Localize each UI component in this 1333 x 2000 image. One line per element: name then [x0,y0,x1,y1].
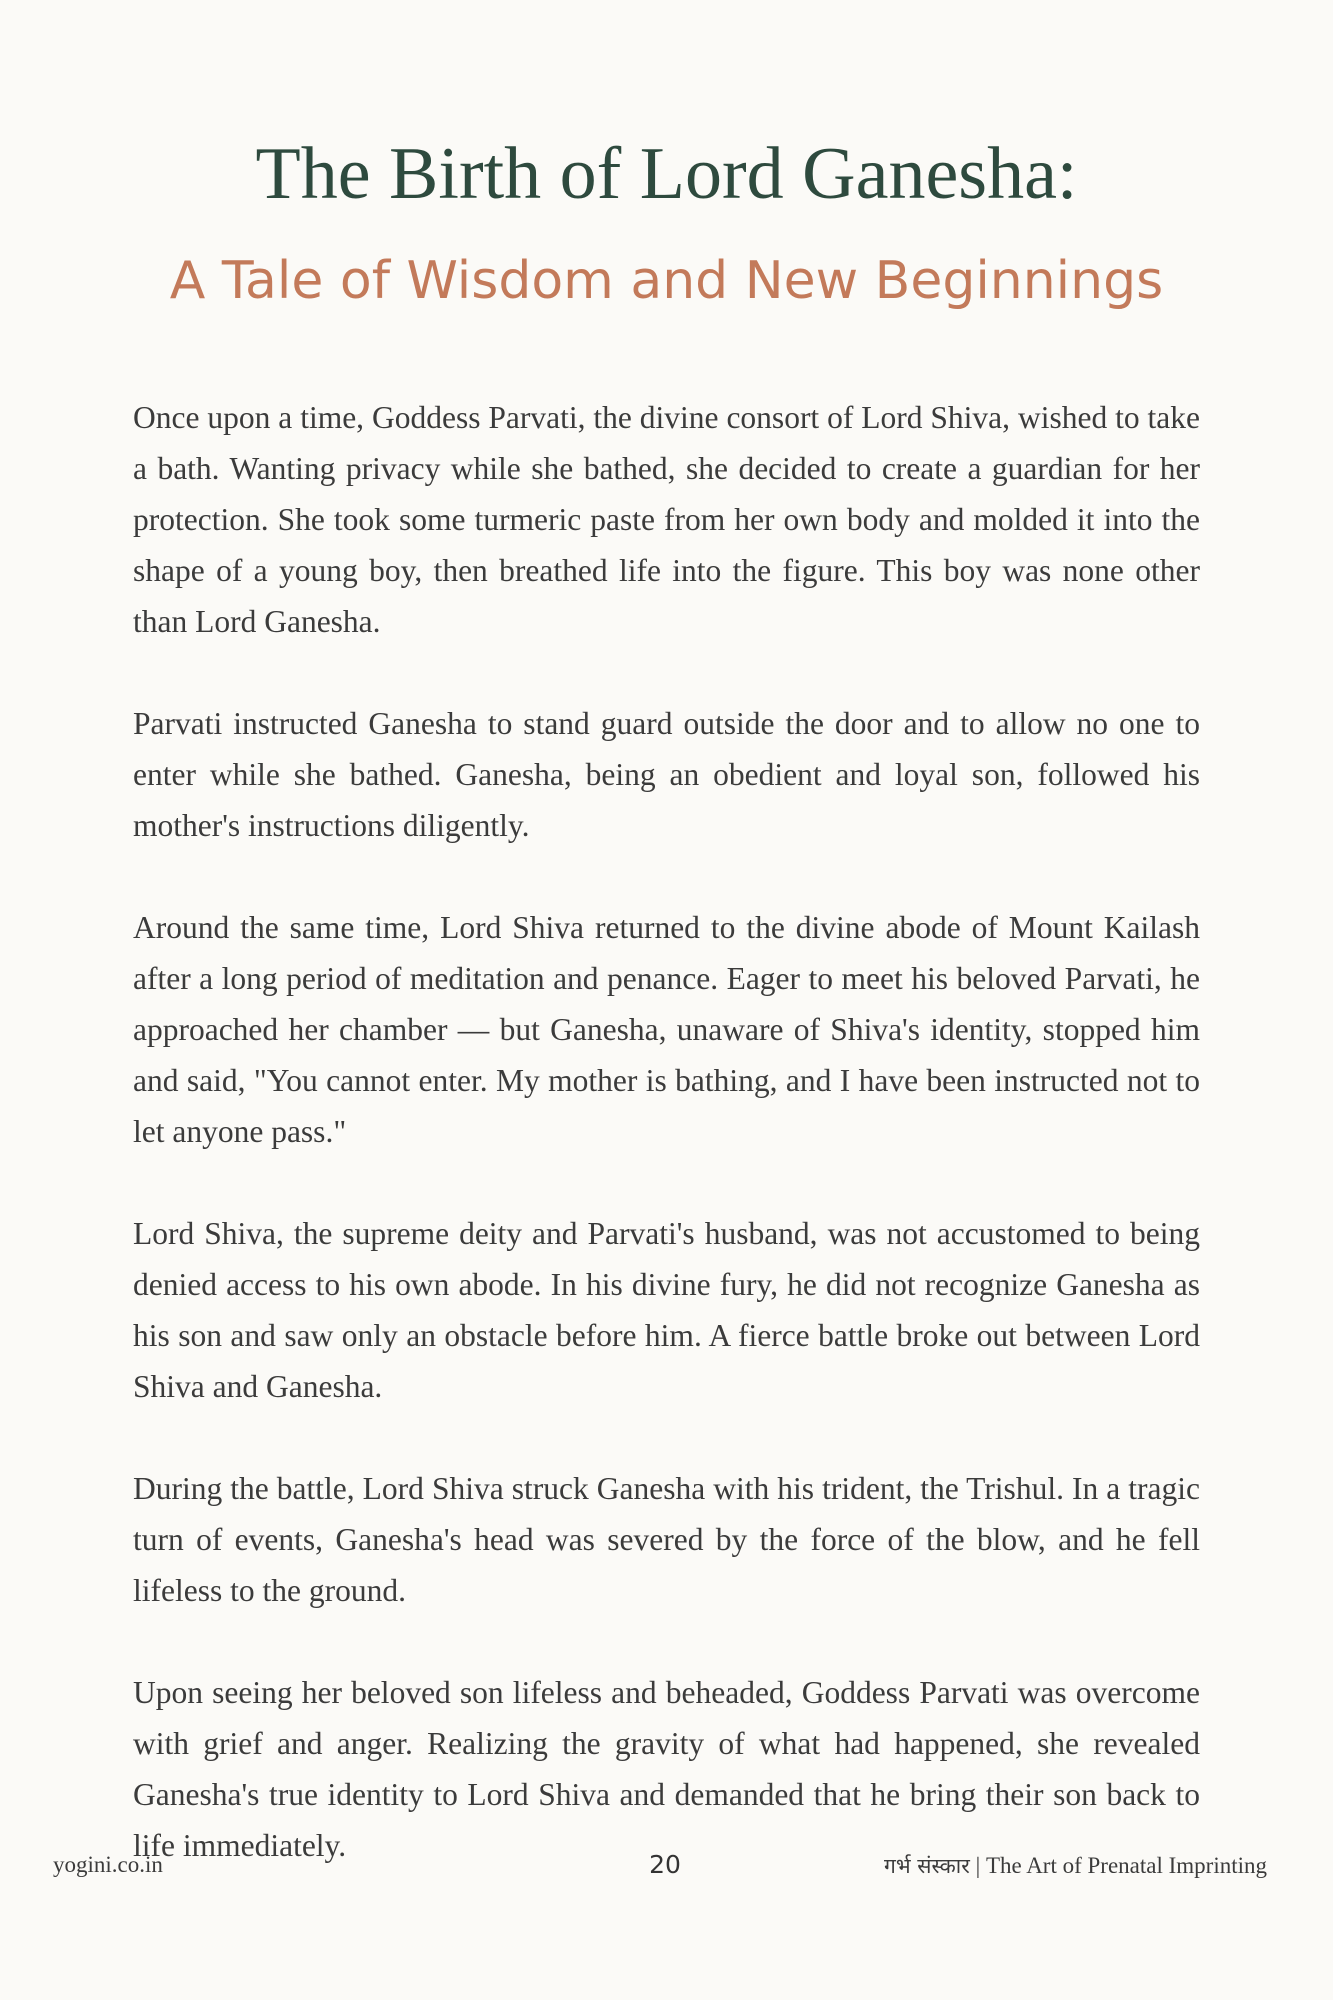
paragraph: Lord Shiva, the supreme deity and Parvati's husband, was not accustomed to being denied access to his own abode. In his divine fury, he did not recognize Ganesha as his son and saw only an obstacle before him. A fierce battle broke out between Lord Shiva and Ganesha. [133,1216,1200,1404]
paragraph: Parvati instructed Ganesha to stand guard outside the door and to allow no one to enter while she bathed. Ganesha, being an obedient and loyal son, followed his mother's instructions diligently. [133,706,1200,843]
paragraph: Around the same time, Lord Shiva returned to the divine abode of Mount Kailash after a long period of meditation and penance. Eager to meet his beloved Parvati, he approached her chamber — but Ganesha, unaware of Shiva's identity, stopped him and said, "You cannot enter. My mother is bathing, and I have been instructed not to let anyone pass." [133,910,1200,1149]
book-title-english: The Art of Prenatal Imprinting [985,1853,1267,1878]
story-body [133,392,1200,1922]
footer-book-title [884,1852,1267,1880]
book-title-separator: | [969,1853,986,1878]
page-footer [0,1846,1333,1886]
paragraph: Once upon a time, Goddess Parvati, the divine consort of Lord Shiva, wished to take a bath. Wanting privacy while she bathed, she decided to create a guardian for her protection. She took some turmeric paste from her own body and molded it into the shape of a young boy, then breathed life into the figure. This boy was none other than Lord Ganesha. [133,400,1200,639]
footer-site-link[interactable]: yogini.co.in [53,1852,163,1877]
paragraph: Upon seeing her beloved son lifeless and beheaded, Goddess Parvati was overcome with grief and anger. Realizing the gravity of what had happened, she revealed Ganesha's true identity to Lord Shiva and demanded that he bring their son back to life immediately. [133,1675,1200,1863]
page-title: The Birth of Lord Ganesha: [255,133,1078,215]
book-title-devanagari: गर्भ संस्कार [884,1854,970,1878]
page-subtitle: A Tale of Wisdom and New Beginnings [169,251,1164,311]
page-number: 20 [649,1850,681,1879]
paragraph: During the battle, Lord Shiva struck Ganesha with his trident, the Trishul. In a tragic turn of events, Ganesha's head was severed by the force of the blow, and he fell lifeless to the ground. [133,1471,1200,1608]
